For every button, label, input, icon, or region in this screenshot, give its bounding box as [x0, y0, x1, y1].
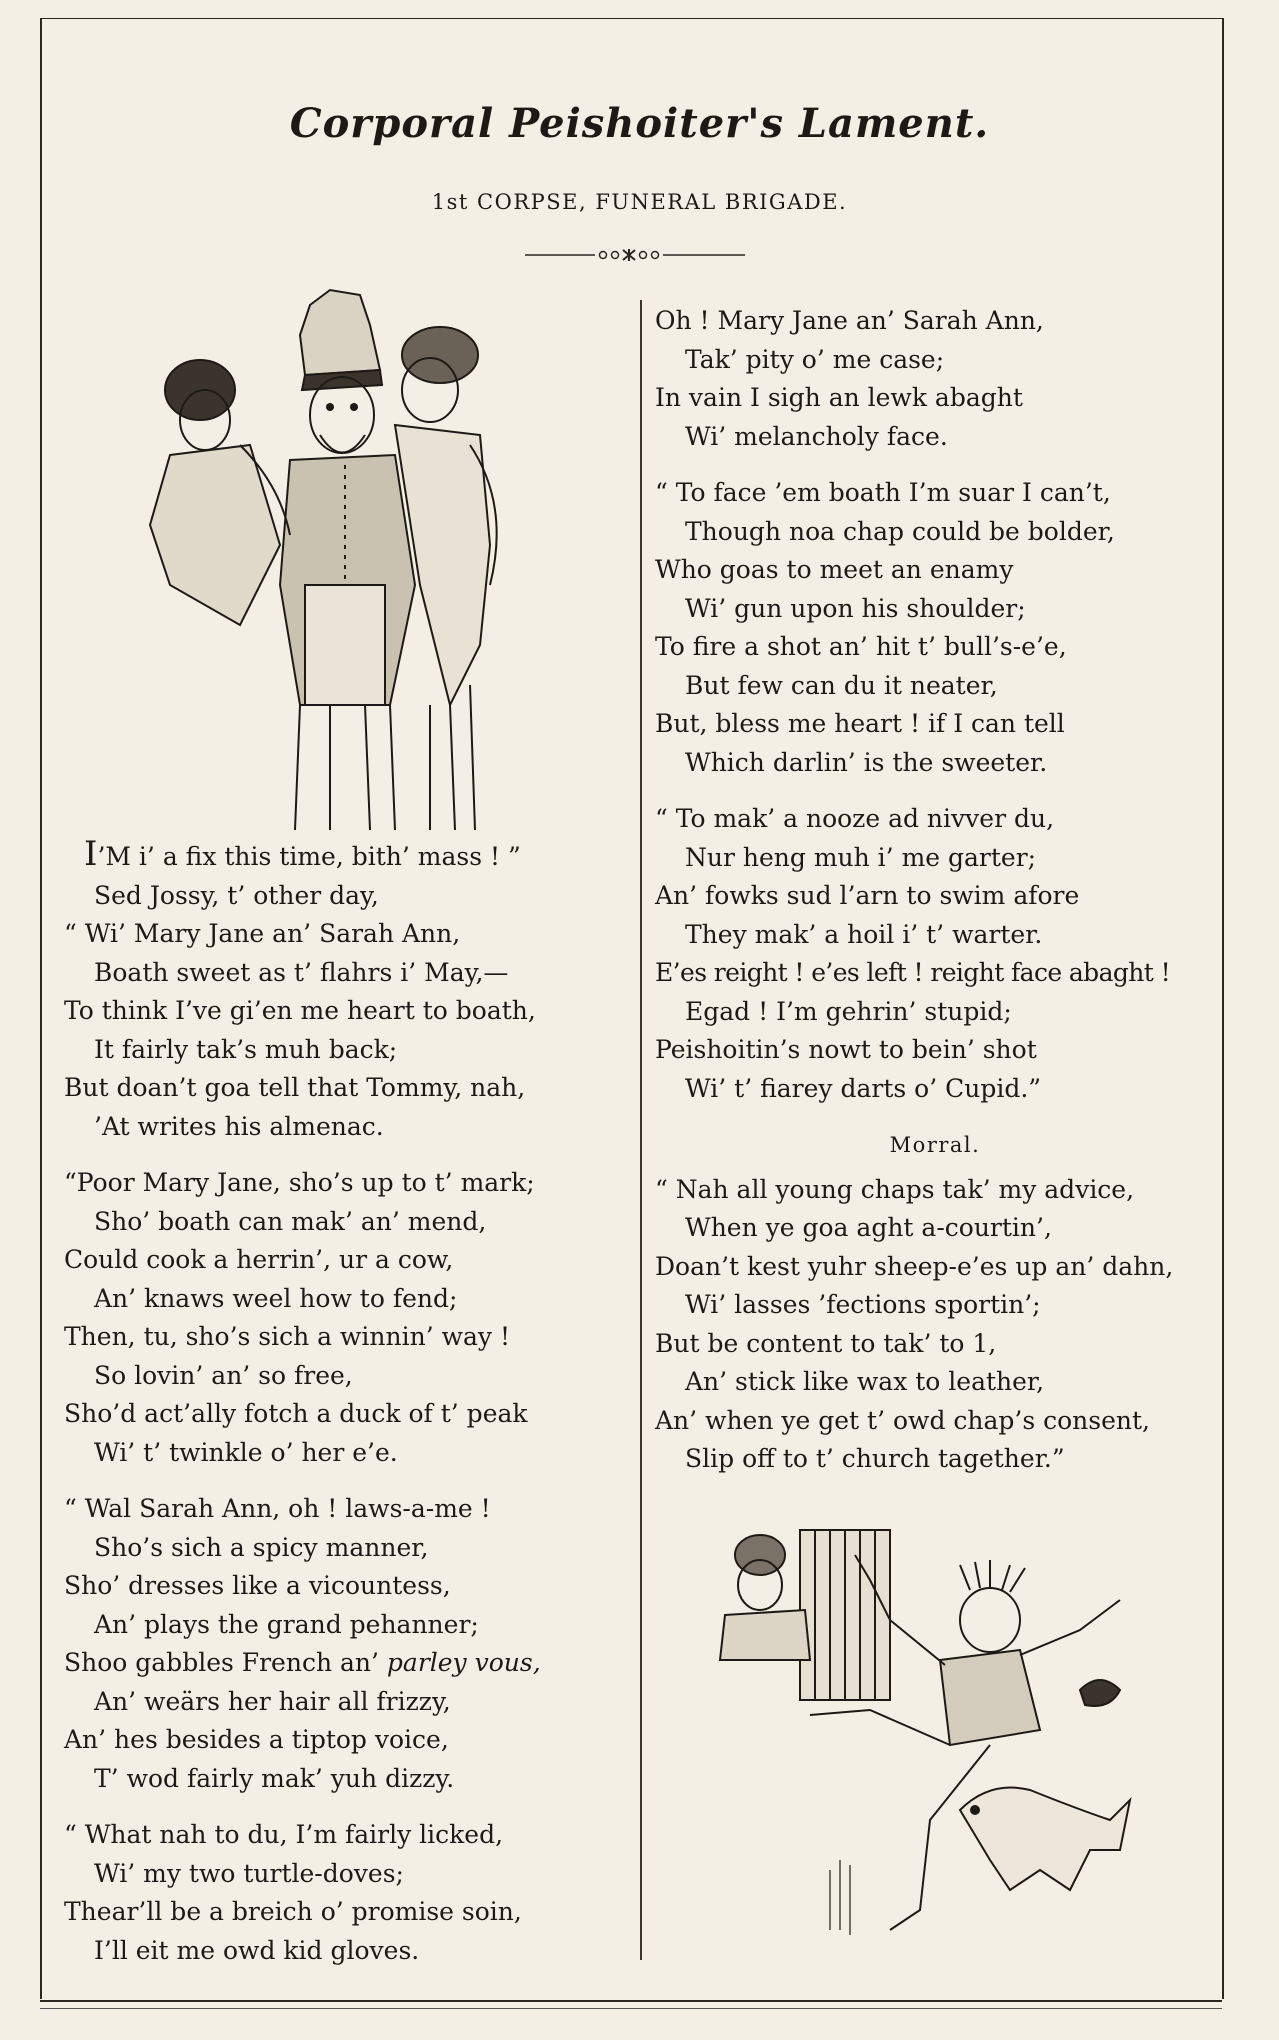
illustration-soldier-with-two-women [130, 285, 570, 830]
page-title: Corporal Peishoiter's Lament. [289, 100, 990, 147]
verse-line: They mak’ a hoil i’ t’ warter. [685, 919, 1043, 949]
verse-line: Wi’ melancholy face. [685, 421, 948, 451]
verse-line: “ Wi’ Mary Jane an’ Sarah Ann, [64, 919, 461, 948]
verse-line: In vain I sigh an lewk abaght [655, 383, 1023, 412]
verse-line: Sho’ boath can mak’ an’ mend, [94, 1206, 487, 1236]
verse-line: Peishoitin’s nowt to bein’ shot [655, 1035, 1037, 1064]
verse-line: An’ hes besides a tiptop voice, [64, 1725, 449, 1754]
verse-line: So lovin’ an’ so free, [94, 1360, 353, 1390]
stanza-7 [655, 800, 1215, 1108]
verse-line: Slip off to t’ church tagether.” [685, 1444, 1065, 1473]
drop-cap: I [84, 834, 98, 874]
verse-line: Who goas to meet an enamy [655, 555, 1014, 584]
verse-line: To think I’ve gi’en me heart to boath, [64, 996, 536, 1025]
stanza-1 [64, 834, 634, 1146]
verse-line: Though noa chap could be bolder, [685, 516, 1115, 546]
verse-line: Could cook a herrin’, ur a cow, [64, 1245, 454, 1274]
verse-line: An’ stick like wax to leather, [685, 1367, 1045, 1396]
verse-line: Tak’ pity o’ me case; [685, 344, 945, 374]
verse-line: “ To mak’ a nooze ad nivver du, [655, 804, 1055, 833]
verse-line: But, bless me heart ! if I can tell [655, 709, 1065, 738]
verse-line: “ Nah all young chaps tak’ my advice, [655, 1174, 1135, 1204]
stanza-8 [655, 1171, 1215, 1479]
verse-line: I’M i’ a fix this time, bith’ mass ! ” [84, 834, 521, 874]
ornament-divider [525, 248, 745, 262]
verse-line: But doan’t goa tell that Tommy, nah, [64, 1073, 526, 1102]
verse-line: Wi’ t’ twinkle o’ her e’e. [94, 1437, 398, 1467]
verse-line: To fire a shot an’ hit t’ bull’s-e’e, [655, 632, 1067, 661]
column-divider [640, 300, 642, 1960]
verse-line: “ What nah to du, I’m fairly licked, [64, 1820, 504, 1849]
verse-line: Egad ! I’m gehrin’ stupid; [685, 996, 1012, 1026]
stanza-3 [64, 1490, 634, 1798]
verse-line: T’ wod fairly mak’ yuh dizzy. [94, 1763, 455, 1793]
stanza-4 [64, 1816, 634, 1970]
verse-line: “ To face ’em boath I’m suar I can’t, [655, 478, 1111, 507]
bottom-rule-thin [40, 2008, 1222, 2009]
moral-heading: Morral. [889, 1133, 981, 1157]
verse-line: An’ when ye get t’ owd chap’s consent, [655, 1405, 1150, 1435]
stanza-2 [64, 1164, 634, 1472]
verse-line: But be content to tak’ to 1, [655, 1328, 997, 1358]
verse-line: Then, tu, sho’s sich a winnin’ way ! [64, 1322, 511, 1351]
verse-line: Wi’ gun upon his shoulder; [685, 593, 1026, 623]
verse-line: Thear’ll be a breich o’ promise soin, [64, 1897, 522, 1926]
verse-line: It fairly tak’s muh back; [94, 1034, 398, 1064]
verse-line: Wi’ lasses ’fections sportin’; [685, 1290, 1041, 1319]
verse-line: An’ plays the grand pehanner; [94, 1609, 479, 1639]
verse-line: Sho’ dresses like a vicountess, [64, 1571, 451, 1600]
verse-line: An’ fowks sud l’arn to swim afore [655, 881, 1080, 910]
verse-line: Wi’ my two turtle-doves; [94, 1858, 404, 1888]
verse-line: Nur heng muh i’ me garter; [685, 842, 1037, 872]
stanza-5 [655, 302, 1215, 456]
verse-line: “ Wal Sarah Ann, oh ! laws-a-me ! [64, 1494, 491, 1523]
verse-line: Sed Jossy, t’ other day, [94, 880, 379, 910]
right-column [655, 302, 1215, 1497]
illustration-man-chased-by-dog [690, 1510, 1170, 1950]
stanza-6 [655, 474, 1215, 782]
verse-line: Shoo gabbles French an’ parley vous, [64, 1648, 541, 1677]
verse-line: Oh ! Mary Jane an’ Sarah Ann, [655, 306, 1044, 335]
left-column [64, 834, 634, 1988]
verse-line: An’ knaws weel how to fend; [94, 1283, 458, 1313]
verse-line: Wi’ t’ fiarey darts o’ Cupid.” [685, 1073, 1042, 1103]
verse-line: But few can du it neater, [685, 670, 998, 700]
verse-line: An’ weärs her hair all frizzy, [94, 1686, 451, 1716]
verse-line: Sho’d act’ally fotch a duck of t’ peak [64, 1399, 528, 1428]
verse-line: I’ll eit me owd kid gloves. [94, 1935, 420, 1965]
verse-line: Sho’s sich a spicy manner, [94, 1532, 429, 1562]
italic-phrase: parley vous, [386, 1648, 541, 1677]
bottom-rule [40, 2000, 1222, 2002]
verse-line: When ye goa aght a-courtin’, [685, 1213, 1052, 1242]
verse-line: E’es reight ! e’es left ! reight face abaght ! [655, 958, 1171, 987]
verse-line: Boath sweet as t’ flahrs i’ May,— [94, 957, 509, 987]
verse-line: “Poor Mary Jane, sho’s up to t’ mark; [64, 1168, 535, 1197]
verse-line: Which darlin’ is the sweeter. [685, 747, 1048, 777]
verse-line: Doan’t kest yuhr sheep-e’es up an’ dahn, [655, 1251, 1174, 1281]
page-subtitle: 1st CORPSE, FUNERAL BRIGADE. [431, 190, 848, 214]
verse-line: ’At writes his almenac. [94, 1111, 384, 1141]
